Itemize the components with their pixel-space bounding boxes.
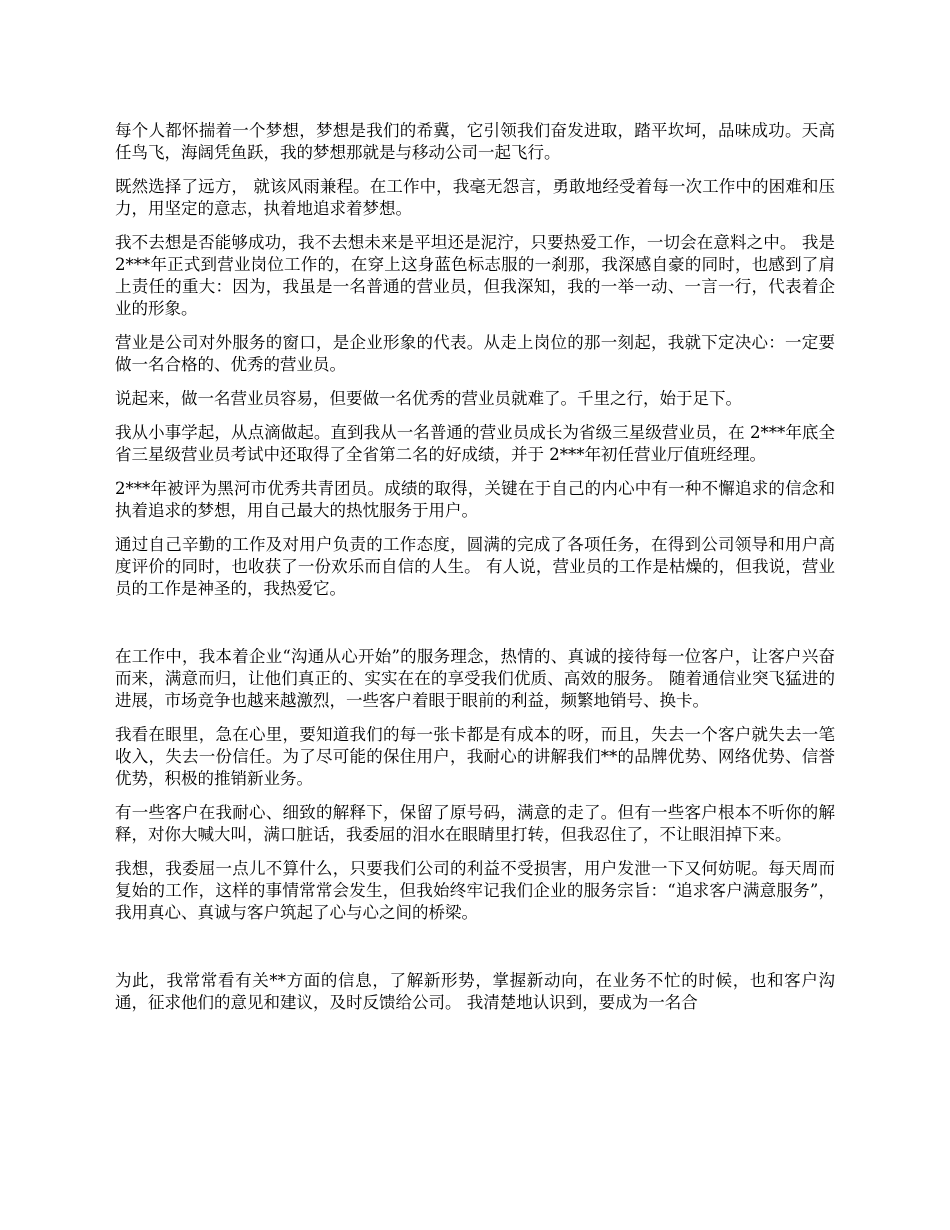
section-gap bbox=[115, 612, 835, 646]
paragraph: 我看在眼里，急在心里，要知道我们的每一张卡都是有成本的呀，而且，失去一个客户就失去一笔收入，失去一份信任。为了尽可能的保住用户，我耐心的讲解我们**的品牌优势、网络优势、信誉优势，积极的推销新业务。 bbox=[115, 725, 835, 788]
document-body bbox=[115, 120, 835, 1026]
paragraph: 营业是公司对外服务的窗口，是企业形象的代表。从走上岗位的那一刻起，我就下定决心：一定要做一名合格的、优秀的营业员。 bbox=[115, 333, 835, 374]
paragraph: 有一些客户在我耐心、细致的解释下，保留了原号码，满意的走了。但有一些客户根本不听你的解释，对你大喊大叫，满口脏话，我委屈的泪水在眼睛里打转，但我忍住了，不让眼泪掉下来。 bbox=[115, 803, 835, 844]
paragraph: 说起来，做一名营业员容易，但要做一名优秀的营业员就难了。千里之行，始于足下。 bbox=[115, 389, 742, 408]
section-gap bbox=[115, 936, 835, 970]
paragraph: 为此，我常常看有关**方面的信息，了解新形势，掌握新动向，在业务不忙的时候，也和客户沟通，征求他们的意见和建议，及时反馈给公司。 我清楚地认识到，要成为一名合 bbox=[115, 971, 835, 1012]
paragraph: 2***年被评为黑河市优秀共青团员。成绩的取得，关键在于自己的内心中有一种不懈追求的信念和执着追求的梦想，用自己最大的热忱服务于用户。 bbox=[115, 479, 835, 520]
paragraph: 通过自己辛勤的工作及对用户负责的工作态度，圆满的完成了各项任务，在得到公司领导和用户高度评价的同时，也收获了一份欢乐而自信的人生。 有人说，营业员的工作是枯燥的，但我说，营业员的工作是神圣的，我热爱它。 bbox=[115, 535, 835, 598]
paragraph: 我想，我委屈一点儿不算什么，只要我们公司的利益不受损害，用户发泄一下又何妨呢。每天周而复始的工作，这样的事情常常会发生，但我始终牢记我们企业的服务宗旨：“追求客户满意服务”，我用真心、真诚与客户筑起了心与心之间的桥梁。 bbox=[115, 859, 835, 922]
paragraph: 在工作中，我本着企业“沟通从心开始”的服务理念，热情的、真诚的接待每一位客户，让客户兴奋而来，满意而归，让他们真正的、实实在在的享受我们优质、高效的服务。 随着通信业突飞猛进的进展，市场竞争也越来越激烈，一些客户着眼于眼前的利益，频繁地销号、换卡。 bbox=[115, 647, 835, 710]
paragraph: 我不去想是否能够成功，我不去想未来是平坦还是泥泞，只要热爱工作，一切会在意料之中。 我是 2***年正式到营业岗位工作的，在穿上这身蓝色标志服的一刹那，我深感自豪的同时，也感到了肩上责任的重大：因为，我虽是一名普通的营业员，但我深知，我的一举一动、一言一行，代表着企业的形象。 bbox=[115, 233, 835, 318]
paragraph: 既然选择了远方， 就该风雨兼程。在工作中，我毫无怨言，勇敢地经受着每一次工作中的困难和压力，用坚定的意志，执着地追求着梦想。 bbox=[115, 177, 835, 218]
paragraph: 每个人都怀揣着一个梦想，梦想是我们的希冀，它引领我们奋发进取，踏平坎坷，品味成功。天高任鸟飞，海阔凭鱼跃，我的梦想那就是与移动公司一起飞行。 bbox=[115, 121, 835, 162]
paragraph: 我从小事学起，从点滴做起。直到我从一名普通的营业员成长为省级三星级营业员，在 2***年底全省三星级营业员考试中还取得了全省第二名的好成绩，并于 2***年初任营业厅值班经理。 bbox=[115, 423, 835, 464]
